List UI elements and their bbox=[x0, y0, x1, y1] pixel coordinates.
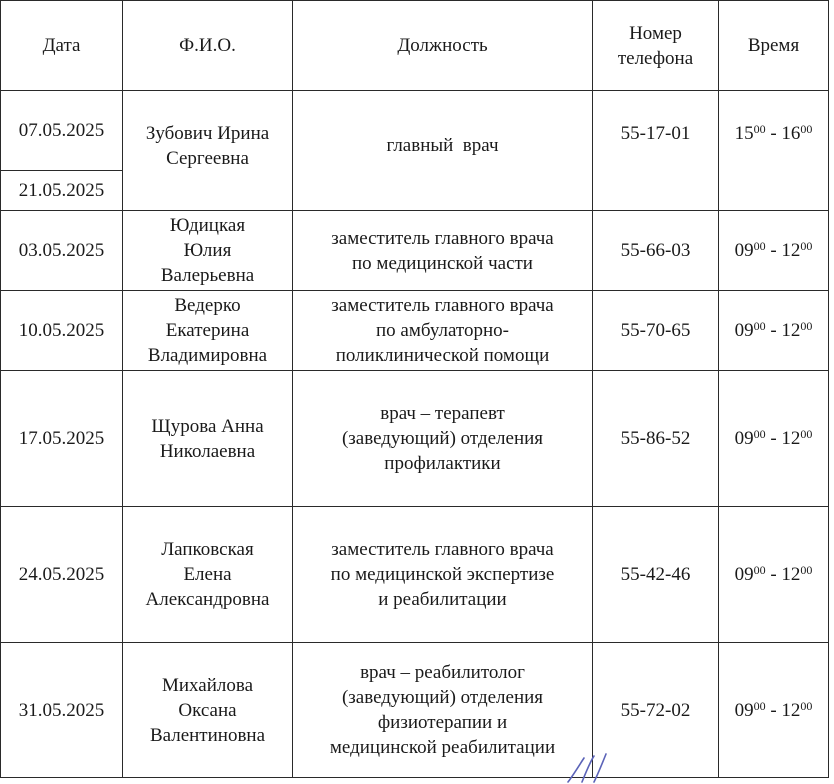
name-line: Александровна bbox=[145, 589, 270, 610]
time-separator: - bbox=[765, 123, 782, 144]
time-start-minutes: 00 bbox=[753, 319, 766, 333]
time-end: 12 bbox=[781, 699, 801, 721]
position-line: врач – реабилитолог bbox=[360, 662, 525, 683]
time-start: 09 bbox=[734, 240, 754, 261]
date-cell: 07.05.2025 bbox=[1, 91, 123, 171]
time-start: 15 bbox=[734, 123, 754, 144]
name-line: Юлия bbox=[183, 240, 232, 261]
position-line: физиотерапии и bbox=[377, 712, 508, 733]
name-cell bbox=[123, 643, 293, 778]
name-line: Сергеевна bbox=[166, 148, 249, 169]
table-row bbox=[1, 507, 829, 643]
name-line: Екатерина bbox=[165, 320, 250, 341]
name-line: Николаевна bbox=[159, 440, 256, 462]
position-line: профилактики bbox=[384, 453, 501, 474]
phone-value: 55-17-01 bbox=[620, 123, 691, 144]
position-line: заместитель главного врача bbox=[331, 227, 554, 249]
position-cell bbox=[293, 91, 593, 211]
date-cell: 24.05.2025 bbox=[1, 507, 123, 643]
time-end-minutes: 00 bbox=[800, 563, 813, 577]
position-cell bbox=[293, 507, 593, 643]
phone-cell: 55-66-03 bbox=[593, 211, 719, 291]
header-phone-line2: телефона bbox=[617, 47, 694, 69]
position-line: врач – терапевт bbox=[380, 403, 505, 424]
name-line: Оксана bbox=[178, 699, 237, 721]
time-start: 09 bbox=[734, 428, 754, 449]
position-cell bbox=[293, 371, 593, 507]
time-separator: - bbox=[765, 320, 782, 341]
header-position: Должность bbox=[293, 1, 593, 91]
time-end-minutes: 00 bbox=[800, 427, 813, 441]
time-end-minutes: 00 bbox=[800, 122, 813, 136]
position-line: поликлинической помощи bbox=[335, 345, 550, 366]
position-line: (заведующий) отделения bbox=[341, 687, 544, 708]
time-cell bbox=[719, 211, 829, 291]
header-row bbox=[1, 1, 829, 91]
position-line: медицинской реабилитации bbox=[329, 737, 556, 758]
header-phone bbox=[593, 1, 719, 91]
time-separator: - bbox=[765, 428, 782, 449]
table-row bbox=[1, 91, 829, 171]
name-cell bbox=[123, 211, 293, 291]
time-separator: - bbox=[765, 699, 782, 721]
table-row bbox=[1, 371, 829, 507]
position-cell bbox=[293, 211, 593, 291]
time-end: 12 bbox=[781, 320, 801, 341]
phone-cell: 55-72-02 bbox=[593, 643, 719, 778]
time-separator: - bbox=[765, 240, 782, 261]
position-line: главный врач bbox=[386, 135, 499, 156]
time-start-minutes: 00 bbox=[753, 563, 766, 577]
time-separator: - bbox=[765, 564, 782, 585]
name-line: Щурова Анна bbox=[151, 415, 264, 437]
position-line: (заведующий) отделения bbox=[341, 428, 544, 449]
name-line: Валентиновна bbox=[149, 724, 266, 746]
header-name: Ф.И.О. bbox=[123, 1, 293, 91]
time-start-minutes: 00 bbox=[753, 122, 766, 136]
time-end: 12 bbox=[781, 564, 801, 585]
time-start-minutes: 00 bbox=[753, 698, 766, 713]
time-end: 12 bbox=[781, 428, 801, 449]
name-cell bbox=[123, 91, 293, 211]
name-cell bbox=[123, 291, 293, 371]
position-line: по медицинской части bbox=[352, 252, 533, 274]
date-cell: 17.05.2025 bbox=[1, 371, 123, 507]
signature-mark bbox=[560, 752, 620, 784]
name-cell bbox=[123, 507, 293, 643]
name-line: Елена bbox=[183, 564, 232, 585]
time-end: 16 bbox=[781, 123, 801, 144]
table-row bbox=[1, 211, 829, 291]
time-start: 09 bbox=[734, 564, 754, 585]
position-line: и реабилитации bbox=[378, 589, 507, 610]
time-end-minutes: 00 bbox=[800, 319, 813, 333]
table-row bbox=[1, 291, 829, 371]
time-end-minutes: 00 bbox=[800, 239, 813, 253]
position-line: по амбулаторно- bbox=[376, 320, 509, 341]
header-date: Дата bbox=[1, 1, 123, 91]
name-cell bbox=[123, 371, 293, 507]
phone-cell bbox=[593, 91, 719, 211]
position-cell bbox=[293, 643, 593, 778]
time-cell bbox=[719, 91, 829, 211]
time-cell bbox=[719, 643, 829, 778]
name-line: Лапковская bbox=[161, 539, 254, 560]
header-time: Время bbox=[719, 1, 829, 91]
time-start-minutes: 00 bbox=[753, 427, 766, 441]
time-end-minutes: 00 bbox=[800, 698, 813, 713]
date-cell: 03.05.2025 bbox=[1, 211, 123, 291]
position-line: заместитель главного врача bbox=[331, 539, 554, 560]
time-cell bbox=[719, 507, 829, 643]
date-cell: 10.05.2025 bbox=[1, 291, 123, 371]
position-line: по медицинской экспертизе bbox=[330, 564, 555, 585]
phone-cell: 55-70-65 bbox=[593, 291, 719, 371]
name-line: Владимировна bbox=[147, 345, 268, 366]
date-cell: 21.05.2025 bbox=[1, 171, 123, 211]
table-row bbox=[1, 643, 829, 778]
time-start: 09 bbox=[734, 699, 754, 721]
time-end: 12 bbox=[781, 240, 801, 261]
name-line: Валерьевна bbox=[160, 265, 255, 286]
position-cell bbox=[293, 291, 593, 371]
name-line: Михайлова bbox=[161, 674, 254, 696]
name-line: Зубович Ирина bbox=[145, 123, 270, 144]
phone-cell: 55-42-46 bbox=[593, 507, 719, 643]
name-line: Юдицкая bbox=[169, 215, 246, 236]
position-line: заместитель главного врача bbox=[331, 295, 554, 316]
time-start-minutes: 00 bbox=[753, 239, 766, 253]
phone-cell: 55-86-52 bbox=[593, 371, 719, 507]
time-cell bbox=[719, 371, 829, 507]
time-cell bbox=[719, 291, 829, 371]
date-cell: 31.05.2025 bbox=[1, 643, 123, 778]
name-line: Ведерко bbox=[174, 295, 241, 316]
header-phone-line1: Номер bbox=[629, 22, 682, 44]
time-start: 09 bbox=[734, 320, 754, 341]
